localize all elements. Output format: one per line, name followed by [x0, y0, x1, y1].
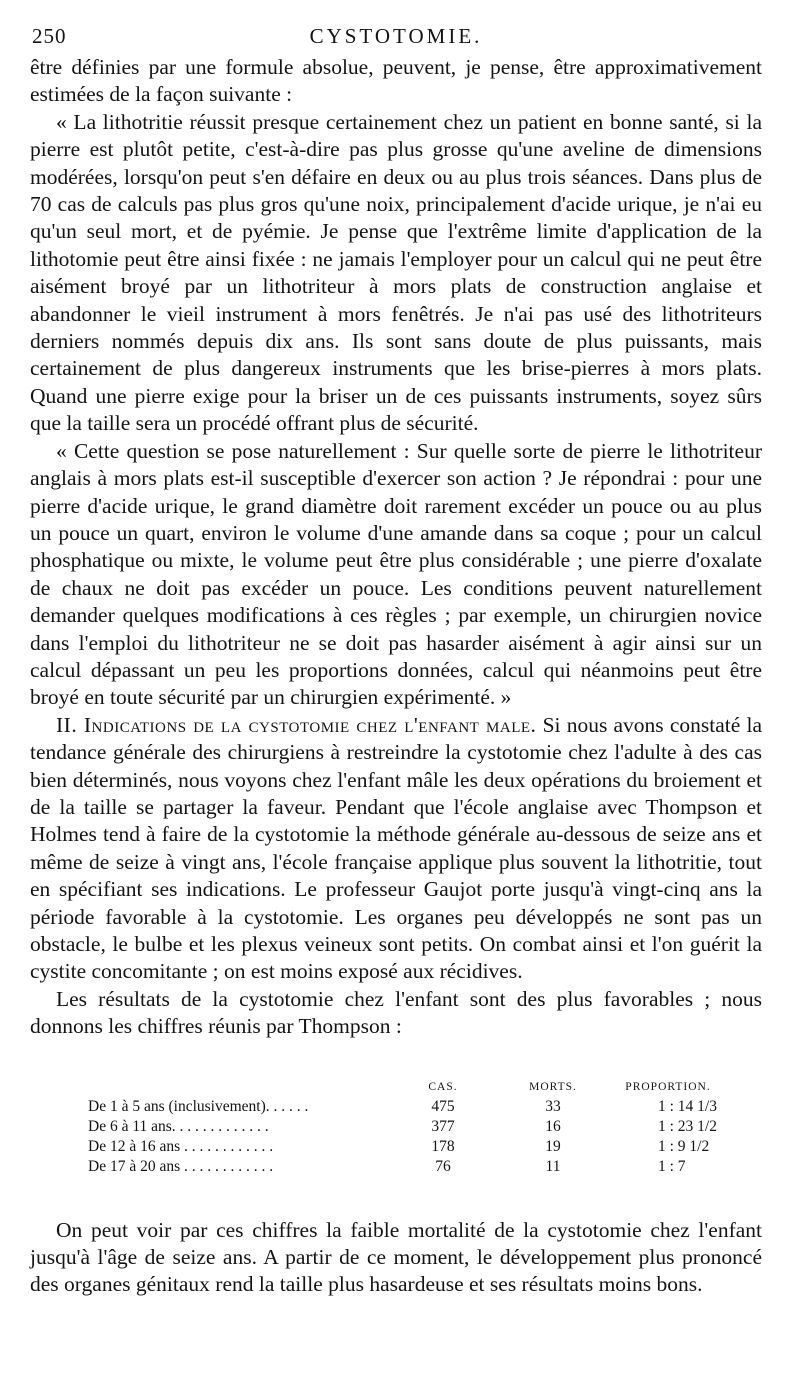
row-morts: 19 [545, 1137, 561, 1155]
row-label: De 6 à 11 ans. . . . . . . . . . . . . [88, 1117, 269, 1135]
row-morts: 16 [545, 1117, 561, 1135]
row-proportion: 1 : 7 [658, 1157, 686, 1175]
paragraph-3: « Cette question se pose naturellement : Sur quelle sorte de pierre le lithotriteur anglais à mors plats est-il susceptible d'exercer son action ? Je répondrai : pour une pierre d'acide urique, le grand diamètre doit rarement excéder un pouce ou au plus un pouce un quart, environ le volume d'une amande dans sa coque ; pour un calcul phosphatique ou mixte, le volume peut être plus considérable ; une pierre d'oxalate de chaux ne doit pas excéder un pouce. Les conditions peuvent naturellement demander quelques modifications à ces règles ; par exemple, un chirurgien novice dans l'emploi du lithotriteur ne se doit pas hasarder aisément à agir ainsi sur un calcul dépassant un peu les proportions données, calcul qui néanmoins peut être broyé en toute sécurité par un chirurgien expérimenté. » [30, 438, 762, 710]
row-proportion: 1 : 23 1/2 [658, 1117, 717, 1135]
page [30, 10, 762, 1299]
row-cas: 178 [431, 1137, 455, 1155]
row-cas: 475 [431, 1097, 455, 1115]
header-morts: MORTS. [529, 1080, 577, 1093]
paragraph-6: On peut voir par ces chiffres la faible mortalité de la cystotomie chez l'enfant jusqu'à l'âge de seize ans. A partir de ce moment, le développement plus prononcé des organes génitaux rend la taille plus hasardeuse et ses résultats moins bons. [30, 1217, 762, 1297]
section-heading: II. Indications de la cystotomie chez l'enfant male. [56, 712, 537, 737]
row-morts: 33 [545, 1097, 561, 1115]
table-row [88, 1117, 728, 1137]
row-cas: 76 [435, 1157, 451, 1175]
header-proportion: PROPORTION. [625, 1080, 711, 1093]
paragraph-2: « La lithotritie réussit presque certainement chez un patient en bonne santé, si la pierre est plutôt petite, c'est-à-dire pas plus grosse qu'une aveline de dimensions modérées, lorsqu'on peut s'en défaire en deux ou au plus trois séances. Dans plus de 70 cas de calculs pas plus gros qu'une noix, principalement d'acide urique, je n'ai eu qu'un seul mort, et de pyémie. Je pense que l'extrême limite d'application de la lithotomie peut être ainsi fixée : ne jamais l'employer pour un calcul qui ne peut être aisément broyé par un lithotriteur à mors plats de construction anglaise et abandonner le vieil instrument à mors fenêtrés. Je n'ai pas usé des lithotriteurs derniers nommés depuis dix ans. Ils sont sans doute de plus puissants, mais certainement de plus dangereux instruments que les brise-pierres à mors plats. Quand une pierre exige pour la briser un de ces puissants instruments, soyez sûrs que la taille sera un procédé offrant plus de sécurité. [30, 109, 762, 436]
table-row [88, 1137, 728, 1157]
table-row [88, 1097, 728, 1117]
paragraph-4-body: Si nous avons constaté la tendance générale des chirurgiens à restreindre la cystotomie chez l'adulte à des cas bien déterminés, nous voyons chez l'enfant mâle les deux opérations du broiement et de la taille se partager la faveur. Pendant que l'école anglaise avec Thompson et Holmes tend à faire de la cystotomie la méthode générale au-dessous de seize ans et même de seize à vingt ans, l'école française applique plus souvent la lithotritie, tout en spécifiant ses indications. Le professeur Gaujot porte jusqu'à vingt-cinq ans la période favorable à la cystotomie. Les organes peu développés ne sont pas un obstacle, le bulbe et les plexus veineux sont petits. On combat ainsi et l'on guérit la cystite concomitante ; on est moins exposé aux récidives. [30, 712, 763, 984]
row-label: De 12 à 16 ans . . . . . . . . . . . . [88, 1137, 274, 1155]
page-header [30, 10, 762, 54]
table-row [88, 1157, 728, 1177]
running-title: CYSTOTOMIE. [309, 24, 483, 48]
paragraph-4 [30, 712, 762, 986]
paragraph-1: être définies par une formule absolue, peuvent, je pense, être approximativement estimées de la façon suivante : [30, 55, 762, 107]
row-proportion: 1 : 14 1/3 [658, 1097, 717, 1115]
header-cas: CAS. [428, 1080, 458, 1093]
statistics-table [88, 1081, 728, 1177]
row-label: De 1 à 5 ans (inclusivement). . . . . . [88, 1097, 309, 1115]
row-cas: 377 [431, 1117, 455, 1135]
paragraph-5: Les résultats de la cystotomie chez l'enfant sont des plus favorables ; nous donnons les chiffres réunis par Thompson : [30, 986, 762, 1039]
header-empty [88, 1081, 388, 1097]
row-label: De 17 à 20 ans . . . . . . . . . . . . [88, 1157, 274, 1175]
row-proportion: 1 : 9 1/2 [658, 1137, 710, 1155]
row-morts: 11 [545, 1157, 561, 1175]
page-number: 250 [32, 24, 67, 48]
table-header-row [88, 1081, 728, 1097]
